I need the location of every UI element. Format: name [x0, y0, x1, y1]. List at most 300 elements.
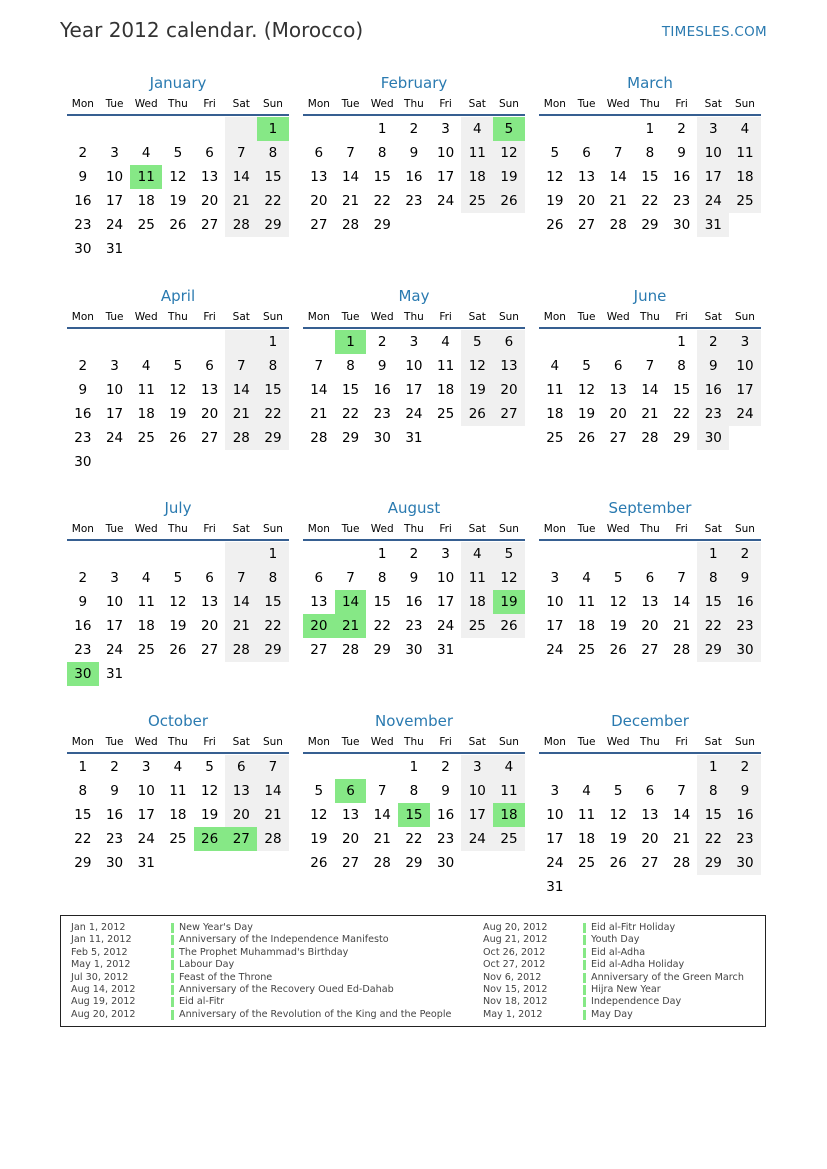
day-cell: 12 — [201, 783, 219, 799]
day-cell: 9 — [409, 145, 419, 161]
weekday-label: Tue — [341, 98, 360, 110]
day-cell: 20 — [303, 614, 335, 638]
day-cell: 4 — [729, 117, 761, 141]
weekday-label: Sun — [498, 98, 519, 110]
day-cell: 14 — [257, 779, 289, 803]
day-cell: 21 — [673, 831, 691, 847]
empty-cell — [461, 426, 493, 450]
empty-cell — [162, 117, 194, 141]
empty-cell — [225, 662, 257, 686]
holiday-marker — [583, 997, 586, 1007]
weekday-label: Sat — [468, 523, 486, 535]
weekday-label: Thu — [640, 736, 660, 748]
day-cell: 30 — [405, 642, 423, 658]
empty-cell — [67, 117, 99, 141]
day-cell: 6 — [582, 145, 591, 161]
month-february — [303, 72, 525, 237]
day-cell: 4 — [461, 542, 493, 566]
holiday-row — [483, 1009, 744, 1021]
day-cell: 1 — [697, 542, 729, 566]
empty-cell — [461, 851, 493, 875]
day-cell: 15 — [373, 169, 391, 185]
empty-cell — [194, 237, 226, 261]
day-cell: 12 — [169, 382, 187, 398]
day-cell: 22 — [697, 827, 729, 851]
day-cell: 5 — [173, 145, 183, 161]
holiday-row — [483, 984, 744, 996]
day-cell: 13 — [493, 354, 525, 378]
day-cell: 13 — [641, 807, 659, 823]
day-cell: 29 — [373, 217, 391, 233]
day-cell: 20 — [201, 618, 219, 634]
day-cell: 18 — [461, 165, 493, 189]
weekday-label: Sun — [498, 736, 519, 748]
day-cell: 7 — [225, 566, 257, 590]
day-cell: 28 — [641, 430, 659, 446]
weekday-label: Thu — [168, 311, 188, 323]
day-cell: 25 — [137, 642, 155, 658]
day-cell: 25 — [169, 831, 187, 847]
weekday-label: Sun — [734, 523, 755, 535]
day-cell: 11 — [137, 594, 155, 610]
day-cell: 26 — [169, 430, 187, 446]
day-grid — [539, 754, 761, 899]
day-cell: 1 — [377, 546, 387, 562]
day-cell: 2 — [697, 330, 729, 354]
weekday-label: Fri — [439, 736, 452, 748]
day-cell: 15 — [398, 803, 430, 827]
day-cell: 11 — [493, 779, 525, 803]
weekday-label: Sat — [232, 98, 250, 110]
day-grid — [67, 329, 289, 474]
day-cell: 22 — [74, 831, 92, 847]
day-cell: 18 — [169, 807, 187, 823]
day-cell: 20 — [225, 803, 257, 827]
day-cell: 27 — [201, 217, 219, 233]
day-cell: 30 — [437, 855, 455, 871]
day-cell: 28 — [673, 642, 691, 658]
day-cell: 1 — [257, 117, 289, 141]
day-cell: 27 — [641, 642, 659, 658]
day-cell: 19 — [201, 807, 219, 823]
weekday-label: Tue — [105, 736, 124, 748]
day-cell: 21 — [257, 803, 289, 827]
day-cell: 29 — [257, 213, 289, 237]
holiday-name: Youth Day — [591, 934, 640, 946]
day-cell: 10 — [105, 594, 124, 610]
holiday-name: Eid al-Adha Holiday — [591, 959, 685, 971]
day-cell: 23 — [697, 402, 729, 426]
weekday-header — [539, 519, 761, 541]
day-cell: 17 — [546, 831, 564, 847]
weekday-label: Thu — [404, 311, 424, 323]
day-cell: 13 — [225, 779, 257, 803]
day-cell: 27 — [201, 430, 219, 446]
day-cell: 27 — [310, 642, 328, 658]
weekday-label: Sun — [498, 311, 519, 323]
empty-cell — [634, 755, 666, 779]
day-cell: 14 — [673, 807, 691, 823]
day-cell: 28 — [673, 855, 691, 871]
day-cell: 8 — [645, 145, 655, 161]
day-cell: 6 — [613, 358, 623, 374]
day-cell: 30 — [729, 851, 761, 875]
day-cell: 9 — [409, 570, 419, 586]
day-cell: 19 — [609, 831, 627, 847]
day-cell: 14 — [673, 594, 691, 610]
day-cell: 19 — [493, 590, 525, 614]
day-cell: 7 — [677, 570, 686, 586]
day-cell: 5 — [173, 358, 183, 374]
day-cell: 4 — [141, 570, 151, 586]
day-cell: 9 — [677, 145, 686, 161]
holiday-marker — [171, 997, 174, 1007]
empty-cell — [225, 542, 257, 566]
day-cell: 25 — [461, 614, 493, 638]
day-cell: 14 — [641, 382, 659, 398]
holiday-row — [483, 934, 744, 946]
holiday-marker — [171, 960, 174, 970]
empty-cell — [666, 875, 698, 899]
weekday-label: Fri — [203, 98, 216, 110]
day-cell: 3 — [409, 334, 419, 350]
day-cell: 31 — [105, 241, 124, 257]
empty-cell — [493, 638, 525, 662]
day-cell: 12 — [577, 382, 596, 398]
empty-cell — [162, 662, 194, 686]
day-cell: 12 — [169, 594, 187, 610]
empty-cell — [729, 426, 761, 450]
day-cell: 26 — [169, 217, 187, 233]
holiday-name: Hijra New Year — [591, 983, 661, 995]
day-cell: 11 — [169, 783, 187, 799]
empty-cell — [461, 213, 493, 237]
day-cell: 2 — [377, 334, 387, 350]
weekday-header — [67, 307, 289, 329]
day-cell: 13 — [201, 594, 219, 610]
holiday-row — [483, 959, 744, 971]
day-cell: 29 — [257, 638, 289, 662]
day-cell: 17 — [697, 165, 729, 189]
empty-cell — [634, 330, 666, 354]
day-cell: 20 — [577, 193, 596, 209]
weekday-header — [303, 307, 525, 329]
day-cell: 3 — [550, 783, 560, 799]
day-cell: 26 — [310, 855, 328, 871]
weekday-label: Sat — [468, 736, 486, 748]
day-cell: 9 — [697, 354, 729, 378]
day-cell: 13 — [341, 807, 360, 823]
holiday-row — [71, 972, 451, 984]
day-cell: 28 — [225, 638, 257, 662]
day-cell: 25 — [546, 430, 564, 446]
empty-cell — [130, 237, 162, 261]
weekday-label: Wed — [370, 523, 394, 535]
day-cell: 7 — [346, 570, 355, 586]
day-cell: 15 — [641, 169, 659, 185]
empty-cell — [194, 330, 226, 354]
month-september — [539, 497, 761, 662]
weekday-label: Sat — [704, 736, 722, 748]
day-cell: 6 — [645, 570, 655, 586]
day-cell: 8 — [257, 141, 289, 165]
weekday-label: Fri — [203, 523, 216, 535]
day-cell: 13 — [577, 169, 596, 185]
weekday-label: Sat — [232, 523, 250, 535]
day-cell: 15 — [373, 594, 391, 610]
day-cell: 18 — [577, 831, 596, 847]
holiday-marker — [171, 985, 174, 995]
empty-cell — [303, 755, 335, 779]
day-cell: 8 — [257, 354, 289, 378]
day-cell: 23 — [74, 430, 92, 446]
day-cell: 5 — [205, 759, 214, 775]
day-cell: 5 — [493, 542, 525, 566]
day-cell: 9 — [729, 566, 761, 590]
holiday-marker — [583, 1010, 586, 1020]
day-cell: 24 — [105, 430, 124, 446]
weekday-label: Fri — [675, 311, 688, 323]
day-cell: 16 — [729, 590, 761, 614]
day-cell: 4 — [173, 759, 183, 775]
month-name: November — [374, 712, 454, 730]
day-cell: 4 — [493, 755, 525, 779]
day-cell: 5 — [582, 358, 591, 374]
day-cell: 10 — [697, 141, 729, 165]
day-cell: 15 — [257, 590, 289, 614]
weekday-label: Fri — [439, 98, 452, 110]
day-cell: 30 — [67, 662, 99, 686]
day-cell: 31 — [105, 666, 124, 682]
day-cell: 23 — [437, 831, 455, 847]
holiday-row — [71, 996, 451, 1008]
day-cell: 30 — [373, 430, 391, 446]
day-cell: 12 — [609, 594, 627, 610]
holiday-row — [71, 922, 451, 934]
day-cell: 6 — [314, 145, 324, 161]
day-cell: 14 — [341, 169, 360, 185]
day-cell: 3 — [729, 330, 761, 354]
day-cell: 10 — [105, 382, 124, 398]
day-cell: 13 — [310, 594, 328, 610]
holiday-name: Eid al-Fitr Holiday — [591, 922, 676, 933]
day-cell: 6 — [645, 783, 655, 799]
day-cell: 27 — [609, 430, 627, 446]
holiday-date: May 1, 2012 — [483, 1008, 543, 1020]
day-cell: 27 — [641, 855, 659, 871]
day-cell: 24 — [105, 217, 124, 233]
day-cell: 18 — [729, 165, 761, 189]
day-cell: 25 — [577, 855, 596, 871]
holiday-name: Eid al-Adha — [591, 946, 646, 958]
day-cell: 12 — [493, 566, 525, 590]
day-cell: 26 — [194, 827, 226, 851]
day-cell: 30 — [729, 638, 761, 662]
day-cell: 6 — [225, 755, 257, 779]
day-grid — [539, 116, 761, 237]
empty-cell — [162, 542, 194, 566]
empty-cell — [99, 330, 131, 354]
weekday-label: Wed — [606, 736, 630, 748]
day-cell: 31 — [546, 879, 564, 895]
day-cell: 31 — [405, 430, 423, 446]
day-cell: 15 — [74, 807, 92, 823]
day-cell: 22 — [697, 614, 729, 638]
day-cell: 21 — [310, 406, 328, 422]
day-cell: 16 — [673, 169, 691, 185]
day-cell: 17 — [729, 378, 761, 402]
day-cell: 3 — [110, 358, 119, 374]
empty-cell — [729, 213, 761, 237]
month-april — [67, 285, 289, 474]
weekday-label: Mon — [71, 98, 94, 110]
weekday-label: Wed — [606, 98, 630, 110]
empty-cell — [257, 851, 289, 875]
day-cell: 23 — [74, 217, 92, 233]
day-cell: 19 — [461, 378, 493, 402]
empty-cell — [602, 875, 634, 899]
holiday-list-right — [483, 922, 744, 1021]
holiday-marker — [171, 935, 174, 945]
weekday-label: Sat — [704, 311, 722, 323]
month-january — [67, 72, 289, 261]
weekday-header — [303, 94, 525, 116]
weekday-label: Sun — [262, 98, 283, 110]
day-cell: 20 — [609, 406, 627, 422]
day-cell: 7 — [377, 783, 387, 799]
empty-cell — [697, 875, 729, 899]
day-cell: 17 — [437, 169, 455, 185]
holiday-name: Labour Day — [179, 959, 235, 971]
day-cell: 10 — [437, 570, 455, 586]
weekday-label: Tue — [341, 736, 360, 748]
month-name: December — [611, 712, 689, 730]
empty-cell — [335, 117, 367, 141]
day-cell: 9 — [729, 779, 761, 803]
day-cell: 3 — [110, 570, 119, 586]
empty-cell — [602, 755, 634, 779]
weekday-label: Mon — [543, 523, 566, 535]
holiday-date: Aug 20, 2012 — [483, 922, 548, 933]
day-grid — [303, 329, 525, 450]
holiday-row — [483, 947, 744, 959]
day-cell: 24 — [697, 189, 729, 213]
brand-link[interactable]: TIMESLES.COM — [661, 24, 767, 40]
day-cell: 17 — [137, 807, 155, 823]
weekday-label: Thu — [404, 98, 424, 110]
empty-cell — [493, 213, 525, 237]
day-cell: 23 — [729, 614, 761, 638]
day-cell: 21 — [225, 402, 257, 426]
page-title: Year 2012 calendar. (Morocco) — [60, 18, 364, 42]
weekday-label: Sat — [704, 98, 722, 110]
day-cell: 8 — [697, 779, 729, 803]
day-cell: 4 — [550, 358, 560, 374]
day-cell: 16 — [105, 807, 124, 823]
day-cell: 4 — [461, 117, 493, 141]
holiday-date: Jan 1, 2012 — [71, 922, 126, 933]
empty-cell — [225, 237, 257, 261]
empty-cell — [130, 450, 162, 474]
day-cell: 20 — [641, 618, 659, 634]
day-cell: 21 — [673, 618, 691, 634]
day-cell: 8 — [78, 783, 88, 799]
day-cell: 18 — [493, 803, 525, 827]
empty-cell — [162, 450, 194, 474]
weekday-label: Sun — [734, 98, 755, 110]
day-cell: 7 — [645, 358, 655, 374]
holiday-list-left — [71, 922, 451, 1021]
weekday-label: Sun — [262, 523, 283, 535]
holiday-name: New Year's Day — [179, 922, 253, 933]
weekday-label: Sat — [704, 523, 722, 535]
day-cell: 1 — [335, 330, 367, 354]
day-cell: 24 — [137, 831, 155, 847]
empty-cell — [130, 117, 162, 141]
day-cell: 11 — [437, 358, 455, 374]
weekday-header — [67, 519, 289, 541]
month-name: June — [633, 287, 667, 305]
day-cell: 19 — [310, 831, 328, 847]
holiday-date: Aug 19, 2012 — [71, 996, 136, 1008]
day-cell: 3 — [141, 759, 151, 775]
weekday-label: Wed — [370, 736, 394, 748]
day-cell: 13 — [609, 382, 627, 398]
day-cell: 27 — [341, 855, 360, 871]
day-cell: 4 — [141, 358, 151, 374]
holiday-name: May Day — [591, 1008, 633, 1020]
weekday-label: Sun — [498, 523, 519, 535]
day-cell: 25 — [137, 430, 155, 446]
holiday-date: Feb 5, 2012 — [71, 946, 128, 958]
empty-cell — [225, 330, 257, 354]
day-cell: 11 — [130, 165, 162, 189]
day-cell: 16 — [74, 618, 92, 634]
day-grid — [67, 116, 289, 261]
weekday-header — [539, 732, 761, 754]
day-cell: 14 — [310, 382, 328, 398]
day-cell: 9 — [78, 382, 88, 398]
day-cell: 24 — [546, 642, 564, 658]
holiday-row — [71, 984, 451, 996]
weekday-label: Wed — [370, 98, 394, 110]
day-cell: 21 — [225, 189, 257, 213]
day-cell: 9 — [377, 358, 387, 374]
day-cell: 20 — [341, 831, 360, 847]
day-cell: 12 — [169, 169, 187, 185]
weekday-label: Mon — [307, 311, 330, 323]
day-cell: 22 — [373, 193, 391, 209]
day-cell: 17 — [546, 618, 564, 634]
empty-cell — [571, 117, 603, 141]
day-grid — [539, 541, 761, 662]
day-cell: 30 — [673, 217, 691, 233]
day-cell: 26 — [493, 614, 525, 638]
day-cell: 26 — [461, 402, 493, 426]
day-cell: 17 — [105, 406, 124, 422]
day-cell: 16 — [437, 807, 455, 823]
day-cell: 6 — [205, 570, 214, 586]
day-cell: 8 — [409, 783, 419, 799]
month-name: April — [160, 287, 196, 305]
day-cell: 11 — [577, 807, 596, 823]
day-cell: 21 — [341, 193, 360, 209]
day-cell: 2 — [677, 121, 686, 137]
day-cell: 1 — [645, 121, 655, 137]
empty-cell — [571, 875, 603, 899]
day-cell: 4 — [582, 570, 591, 586]
day-cell: 22 — [257, 189, 289, 213]
